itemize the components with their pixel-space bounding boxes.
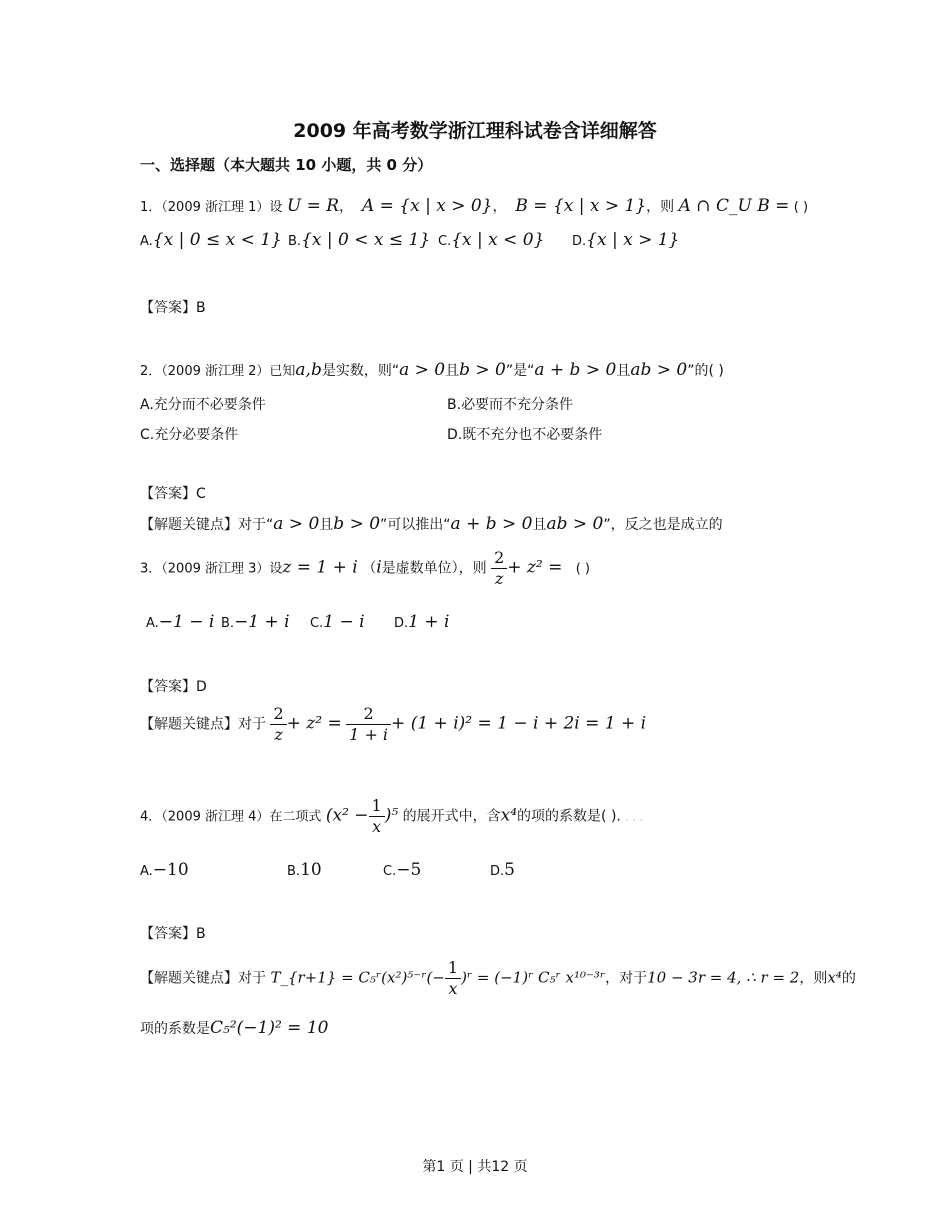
q2-qie: 且 [445,363,460,379]
q1-math-B: B = {x | x > 1} [515,196,647,216]
option-label: B. [287,864,301,879]
q3-fraction [491,548,507,589]
question-1-stem [140,196,808,216]
fraction-denominator: z [494,569,504,588]
q4-text3: ，对于 [605,970,648,987]
page-title: 2009 年高考数学浙江理科试卷含详细解答 [293,120,657,142]
q4-sol-fraction [445,958,461,999]
option-label: C. [383,864,397,879]
q4-x4: x⁴ [500,805,518,826]
q4-answer: 【答案】B [140,926,206,942]
q3-sol-mid: + z² = [286,713,342,734]
fraction-denominator: z [274,725,283,744]
q2-text3: ”的( ) [687,363,724,379]
q4-key-prefix: 【解题关键点】对于 [140,970,266,987]
q1-math-expr: A ∩ C_U B = [678,196,790,216]
question-3-stem [140,548,590,589]
q2-key-c2: b > 0 [333,514,381,534]
q4-option-b [287,860,322,880]
q3-sol-fraction-1 [270,704,286,745]
q2-key-qie2: 且 [532,517,547,533]
q1-option-b [288,230,430,250]
option-label: C. [310,616,324,631]
q4-option-d [490,860,515,880]
q3-expr-tail: + z² = [507,557,563,578]
fraction-denominator: 1 + i [349,725,389,744]
q3-sol-tail: + (1 + i)² = 1 − i + 2i = 1 + i [391,713,647,734]
q2-key-prefix: 【解题关键点】对于“ [140,517,274,533]
option-label: D. [572,234,587,249]
option-label: A. [140,864,153,879]
q2-key-point [140,514,723,534]
q2-key-c4: ab > 0 [546,514,604,534]
q2-option-a [140,394,266,414]
q1-paren: ( ) [793,200,809,215]
q1-answer: 【答案】B [140,300,206,316]
q3-sol-fraction-2 [346,704,391,745]
fraction-numerator: 1 [445,958,461,979]
q4-sol-a: T_{r+1} = C₅ʳ(x²)⁵⁻ʳ(− [270,968,445,987]
q2-text2: ”是“ [505,363,535,379]
q4-prefix: 4．（2009 浙江理 4）在二项式 [140,809,322,825]
q3-paren-open: （ [362,560,377,577]
option-math: {x | x > 1} [586,230,680,250]
option-math: 5 [504,860,515,880]
page-footer: 第1 页 | 共12 页 [422,1159,528,1175]
option-label: B. [221,616,235,631]
q2-key-c1: a > 0 [273,514,320,534]
q4-option-a [140,860,189,880]
fraction-denominator: x [448,979,458,998]
option-math: −1 + i [234,612,290,632]
q4-sol-d: C₅²(−1)² = 10 [210,1018,329,1038]
question-4-stem [140,796,643,837]
option-math: 1 − i [323,612,365,632]
q3-note: 是虚数单位），则 [381,560,487,577]
q4-text5: 的 [841,970,856,987]
option-label: C. [140,427,155,443]
q4-text1: 的展开式中，含 [402,808,501,825]
option-label: A. [146,616,159,631]
q1-option-d [572,230,679,250]
q1-prefix: 1．（2009 浙江理 1）设 [140,200,283,215]
q2-c4: ab > 0 [630,360,688,380]
q4-sol-b: )ʳ = (−1)ʳ C₅ʳ x¹⁰⁻³ʳ [461,968,606,987]
q2-text1: 是实数，则“ [321,363,400,379]
fraction-numerator: 1 [369,796,385,817]
q4-text4: ，则 [799,970,828,987]
option-math: −1 − i [158,612,215,632]
q4-binom-a: (x² − [325,805,369,826]
q2-c1: a > 0 [399,360,446,380]
q3-z: z = 1 + i [282,557,358,578]
q2-option-b [447,394,573,414]
option-label: D. [490,864,505,879]
q1-then: ，则 [646,199,675,215]
option-label: C. [438,234,452,249]
option-math: 10 [300,860,322,880]
q4-option-c [383,860,421,880]
option-text: 既不充分也不必要条件 [462,427,603,443]
q1-math-U: U = R [286,196,340,216]
fraction-numerator: 2 [270,704,286,725]
option-math: −5 [396,860,422,880]
q3-key-prefix: 【解题关键点】对于 [140,716,266,733]
q2-option-d [447,424,602,444]
q2-prefix: 2．（2009 浙江理 2）已知 [140,364,296,379]
q1-sep2: ， [492,199,507,215]
q2-qie2: 且 [616,363,631,379]
option-math: {x | x < 0} [451,230,545,250]
option-label: B. [447,397,462,413]
option-math: {x | 0 < x ≤ 1} [301,230,431,250]
q2-key-c3: a + b > 0 [450,514,533,534]
q3-option-b [221,612,290,632]
q3-option-d [394,612,449,632]
q2-ab: a,b [295,360,322,380]
q4-dots: . . . [625,810,643,824]
q4-sol-x4: x⁴ [827,968,842,987]
option-text: 充分必要条件 [154,427,239,443]
option-math: 1 + i [408,612,450,632]
q4-text2: 的项的系数是( ). [517,808,621,825]
q2-option-c [140,424,238,444]
q3-prefix: 3．（2009 浙江理 3）设 [140,561,283,577]
option-text: 必要而不充分条件 [461,397,574,413]
q4-key-line2 [140,1018,328,1038]
option-label: D. [447,427,463,443]
q1-math-A: A = {x | x > 0} [361,196,493,216]
q4-line2-prefix: 项的系数是 [140,1021,210,1037]
q2-key-qie: 且 [319,517,334,533]
q3-i: i [376,557,382,578]
q3-option-a [146,612,214,632]
q3-answer: 【答案】D [140,679,207,695]
option-text: 充分而不必要条件 [153,397,266,413]
fraction-denominator: x [372,817,382,836]
q1-option-a [140,230,282,250]
q4-key-point [140,958,856,999]
question-2-stem [140,360,724,380]
option-label: B. [288,234,302,249]
q2-key-mid: ”可以推出“ [380,517,451,533]
option-math: −10 [152,860,189,880]
q3-option-c [310,612,365,632]
q2-c2: b > 0 [459,360,506,380]
option-label: D. [394,616,409,631]
q4-binom-b: )⁵ [384,805,399,826]
q2-c3: a + b > 0 [534,360,617,380]
q4-binom-fraction [369,796,385,837]
q2-key-end: ”，反之也是成立的 [603,517,723,533]
fraction-numerator: 2 [491,548,507,569]
q2-answer: 【答案】C [140,486,206,502]
q3-paren: ( ) [575,561,590,577]
option-math: {x | 0 ≤ x < 1} [152,230,282,250]
option-label: A. [140,397,154,413]
section-heading: 一、选择题（本大题共 10 小题，共 0 分） [140,156,433,174]
q1-option-c [438,230,544,250]
q1-sep: ， [339,199,354,215]
option-label: A. [140,234,153,249]
q3-key-point [140,704,646,745]
fraction-numerator: 2 [346,704,391,725]
q4-sol-c: 10 − 3r = 4, ∴ r = 2 [647,968,800,987]
